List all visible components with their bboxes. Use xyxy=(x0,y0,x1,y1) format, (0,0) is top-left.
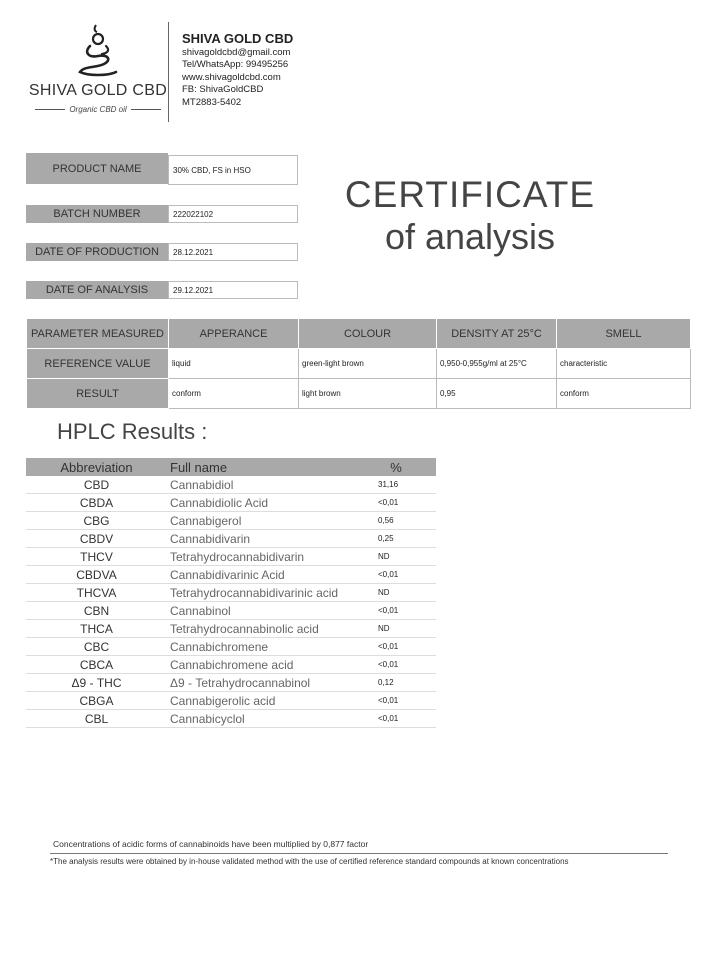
table-row xyxy=(26,710,436,728)
percent-cell: 0,12 xyxy=(356,674,436,692)
result-row xyxy=(27,379,691,409)
product-name-value: 30% CBD, FS in HSO xyxy=(168,155,298,185)
parameter-header: DENSITY AT 25°C xyxy=(437,319,557,349)
percent-cell: ND xyxy=(356,548,436,566)
table-row xyxy=(26,530,436,548)
table-row xyxy=(26,566,436,584)
full-name-cell: Cannabichromene acid xyxy=(167,656,356,674)
parameter-header: SMELL xyxy=(557,319,691,349)
analysis-date-value: 29.12.2021 xyxy=(168,281,298,299)
abbreviation-cell: CBD xyxy=(26,476,167,494)
parameter-header-row xyxy=(27,319,691,349)
full-name-cell: Cannabinol xyxy=(167,602,356,620)
contact-email: shivagoldcbd@gmail.com xyxy=(182,47,291,58)
footnote-divider xyxy=(50,853,668,854)
abbreviation-cell: CBDV xyxy=(26,530,167,548)
abbreviation-cell: CBGA xyxy=(26,692,167,710)
abbreviation-cell: CBC xyxy=(26,638,167,656)
percent-cell: ND xyxy=(356,584,436,602)
contact-website: www.shivagoldcbd.com xyxy=(182,71,281,83)
percent-cell: <0,01 xyxy=(356,566,436,584)
abbreviation-cell: CBDA xyxy=(26,494,167,512)
result-cell: 0,95 xyxy=(437,379,557,409)
full-name-cell: Tetrahydrocannabidivarinic acid xyxy=(167,584,356,602)
brand-name: SHIVA GOLD CBD xyxy=(28,82,168,99)
product-name-label: PRODUCT NAME xyxy=(26,153,168,184)
abbreviation-cell: CBN xyxy=(26,602,167,620)
full-name-header: Full name xyxy=(167,458,356,476)
percent-cell: <0,01 xyxy=(356,638,436,656)
contact-facebook: FB: ShivaGoldCBD xyxy=(182,84,264,96)
abbreviation-cell: THCV xyxy=(26,548,167,566)
parameter-table xyxy=(26,318,691,409)
full-name-cell: Cannabichromene xyxy=(167,638,356,656)
production-date-label: DATE OF PRODUCTION xyxy=(26,243,168,261)
table-row xyxy=(26,476,436,494)
reference-value-cell: 0,950-0,955g/ml at 25°C xyxy=(437,349,557,379)
table-row xyxy=(26,638,436,656)
percent-cell: 31,16 xyxy=(356,476,436,494)
batch-number-value: 222022102 xyxy=(168,205,298,223)
percent-cell: <0,01 xyxy=(356,656,436,674)
table-row xyxy=(26,674,436,692)
parameter-header: COLOUR xyxy=(299,319,437,349)
reference-value-cell: liquid xyxy=(169,349,299,379)
production-date-value: 28.12.2021 xyxy=(168,243,298,261)
full-name-cell: Cannabidiol xyxy=(167,476,356,494)
table-row xyxy=(26,656,436,674)
contact-registration: MT2883-5402 xyxy=(182,96,242,108)
analysis-date-label: DATE OF ANALYSIS xyxy=(26,281,168,299)
table-row xyxy=(26,602,436,620)
full-name-cell: Cannabidivarinic Acid xyxy=(167,566,356,584)
brand-tagline xyxy=(28,105,168,114)
abbreviation-header: Abbreviation xyxy=(26,458,167,476)
full-name-cell: Tetrahydrocannabidivarin xyxy=(167,548,356,566)
percent-cell: 0,56 xyxy=(356,512,436,530)
percent-cell: <0,01 xyxy=(356,494,436,512)
result-label: RESULT xyxy=(27,379,169,409)
reference-value-cell: characteristic xyxy=(557,349,691,379)
abbreviation-cell: CBCA xyxy=(26,656,167,674)
abbreviation-cell: THCVA xyxy=(26,584,167,602)
full-name-cell: Cannabicyclol xyxy=(167,710,356,728)
full-name-cell: Δ9 - Tetrahydrocannabinol xyxy=(167,674,356,692)
percent-header: % xyxy=(356,458,436,476)
batch-number-label: BATCH NUMBER xyxy=(26,205,168,223)
table-row xyxy=(26,548,436,566)
tagline-rule-right xyxy=(131,109,161,110)
meditating-figure-icon xyxy=(74,22,122,80)
table-row xyxy=(26,584,436,602)
hplc-results-table xyxy=(26,458,436,728)
parameter-header: APPERANCE xyxy=(169,319,299,349)
full-name-cell: Cannabigerolic acid xyxy=(167,692,356,710)
percent-cell: ND xyxy=(356,620,436,638)
abbreviation-cell: THCA xyxy=(26,620,167,638)
contact-phone: Tel/WhatsApp: 99495256 xyxy=(182,59,289,71)
result-cell: conform xyxy=(169,379,299,409)
abbreviation-cell: CBDVA xyxy=(26,566,167,584)
header-divider xyxy=(168,22,169,122)
abbreviation-cell: Δ9 - THC xyxy=(26,674,167,692)
certificate-title-line1: CERTIFICATE xyxy=(344,174,596,215)
hplc-header-row xyxy=(26,458,436,476)
acidic-forms-note: Concentrations of acidic forms of cannabinoids have been multiplied by 0,877 factor xyxy=(53,839,369,849)
table-row xyxy=(26,692,436,710)
abbreviation-cell: CBL xyxy=(26,710,167,728)
full-name-cell: Tetrahydrocannabinolic acid xyxy=(167,620,356,638)
full-name-cell: Cannabigerol xyxy=(167,512,356,530)
reference-value-row xyxy=(27,349,691,379)
result-cell: light brown xyxy=(299,379,437,409)
percent-cell: <0,01 xyxy=(356,602,436,620)
table-row xyxy=(26,512,436,530)
reference-value-cell: green-light brown xyxy=(299,349,437,379)
full-name-cell: Cannabidiolic Acid xyxy=(167,494,356,512)
method-footnote: *The analysis results were obtained by in-house validated method with the use of certified reference standard compounds at known concentrations xyxy=(50,857,569,866)
certificate-title-line2: of analysis xyxy=(384,216,556,257)
hplc-title: HPLC Results : xyxy=(57,419,208,444)
tagline-text: Organic CBD oil xyxy=(69,105,127,114)
full-name-cell: Cannabidivarin xyxy=(167,530,356,548)
table-row xyxy=(26,494,436,512)
company-name: SHIVA GOLD CBD xyxy=(182,31,294,46)
percent-cell: <0,01 xyxy=(356,710,436,728)
parameter-measured-label: PARAMETER MEASURED xyxy=(27,319,169,349)
table-row xyxy=(26,620,436,638)
reference-value-label: REFERENCE VALUE xyxy=(27,349,169,379)
contact-block xyxy=(182,31,293,109)
certificate-title xyxy=(330,173,610,257)
brand-logo xyxy=(28,22,168,122)
result-cell: conform xyxy=(557,379,691,409)
abbreviation-cell: CBG xyxy=(26,512,167,530)
tagline-rule-left xyxy=(35,109,65,110)
percent-cell: <0,01 xyxy=(356,692,436,710)
percent-cell: 0,25 xyxy=(356,530,436,548)
